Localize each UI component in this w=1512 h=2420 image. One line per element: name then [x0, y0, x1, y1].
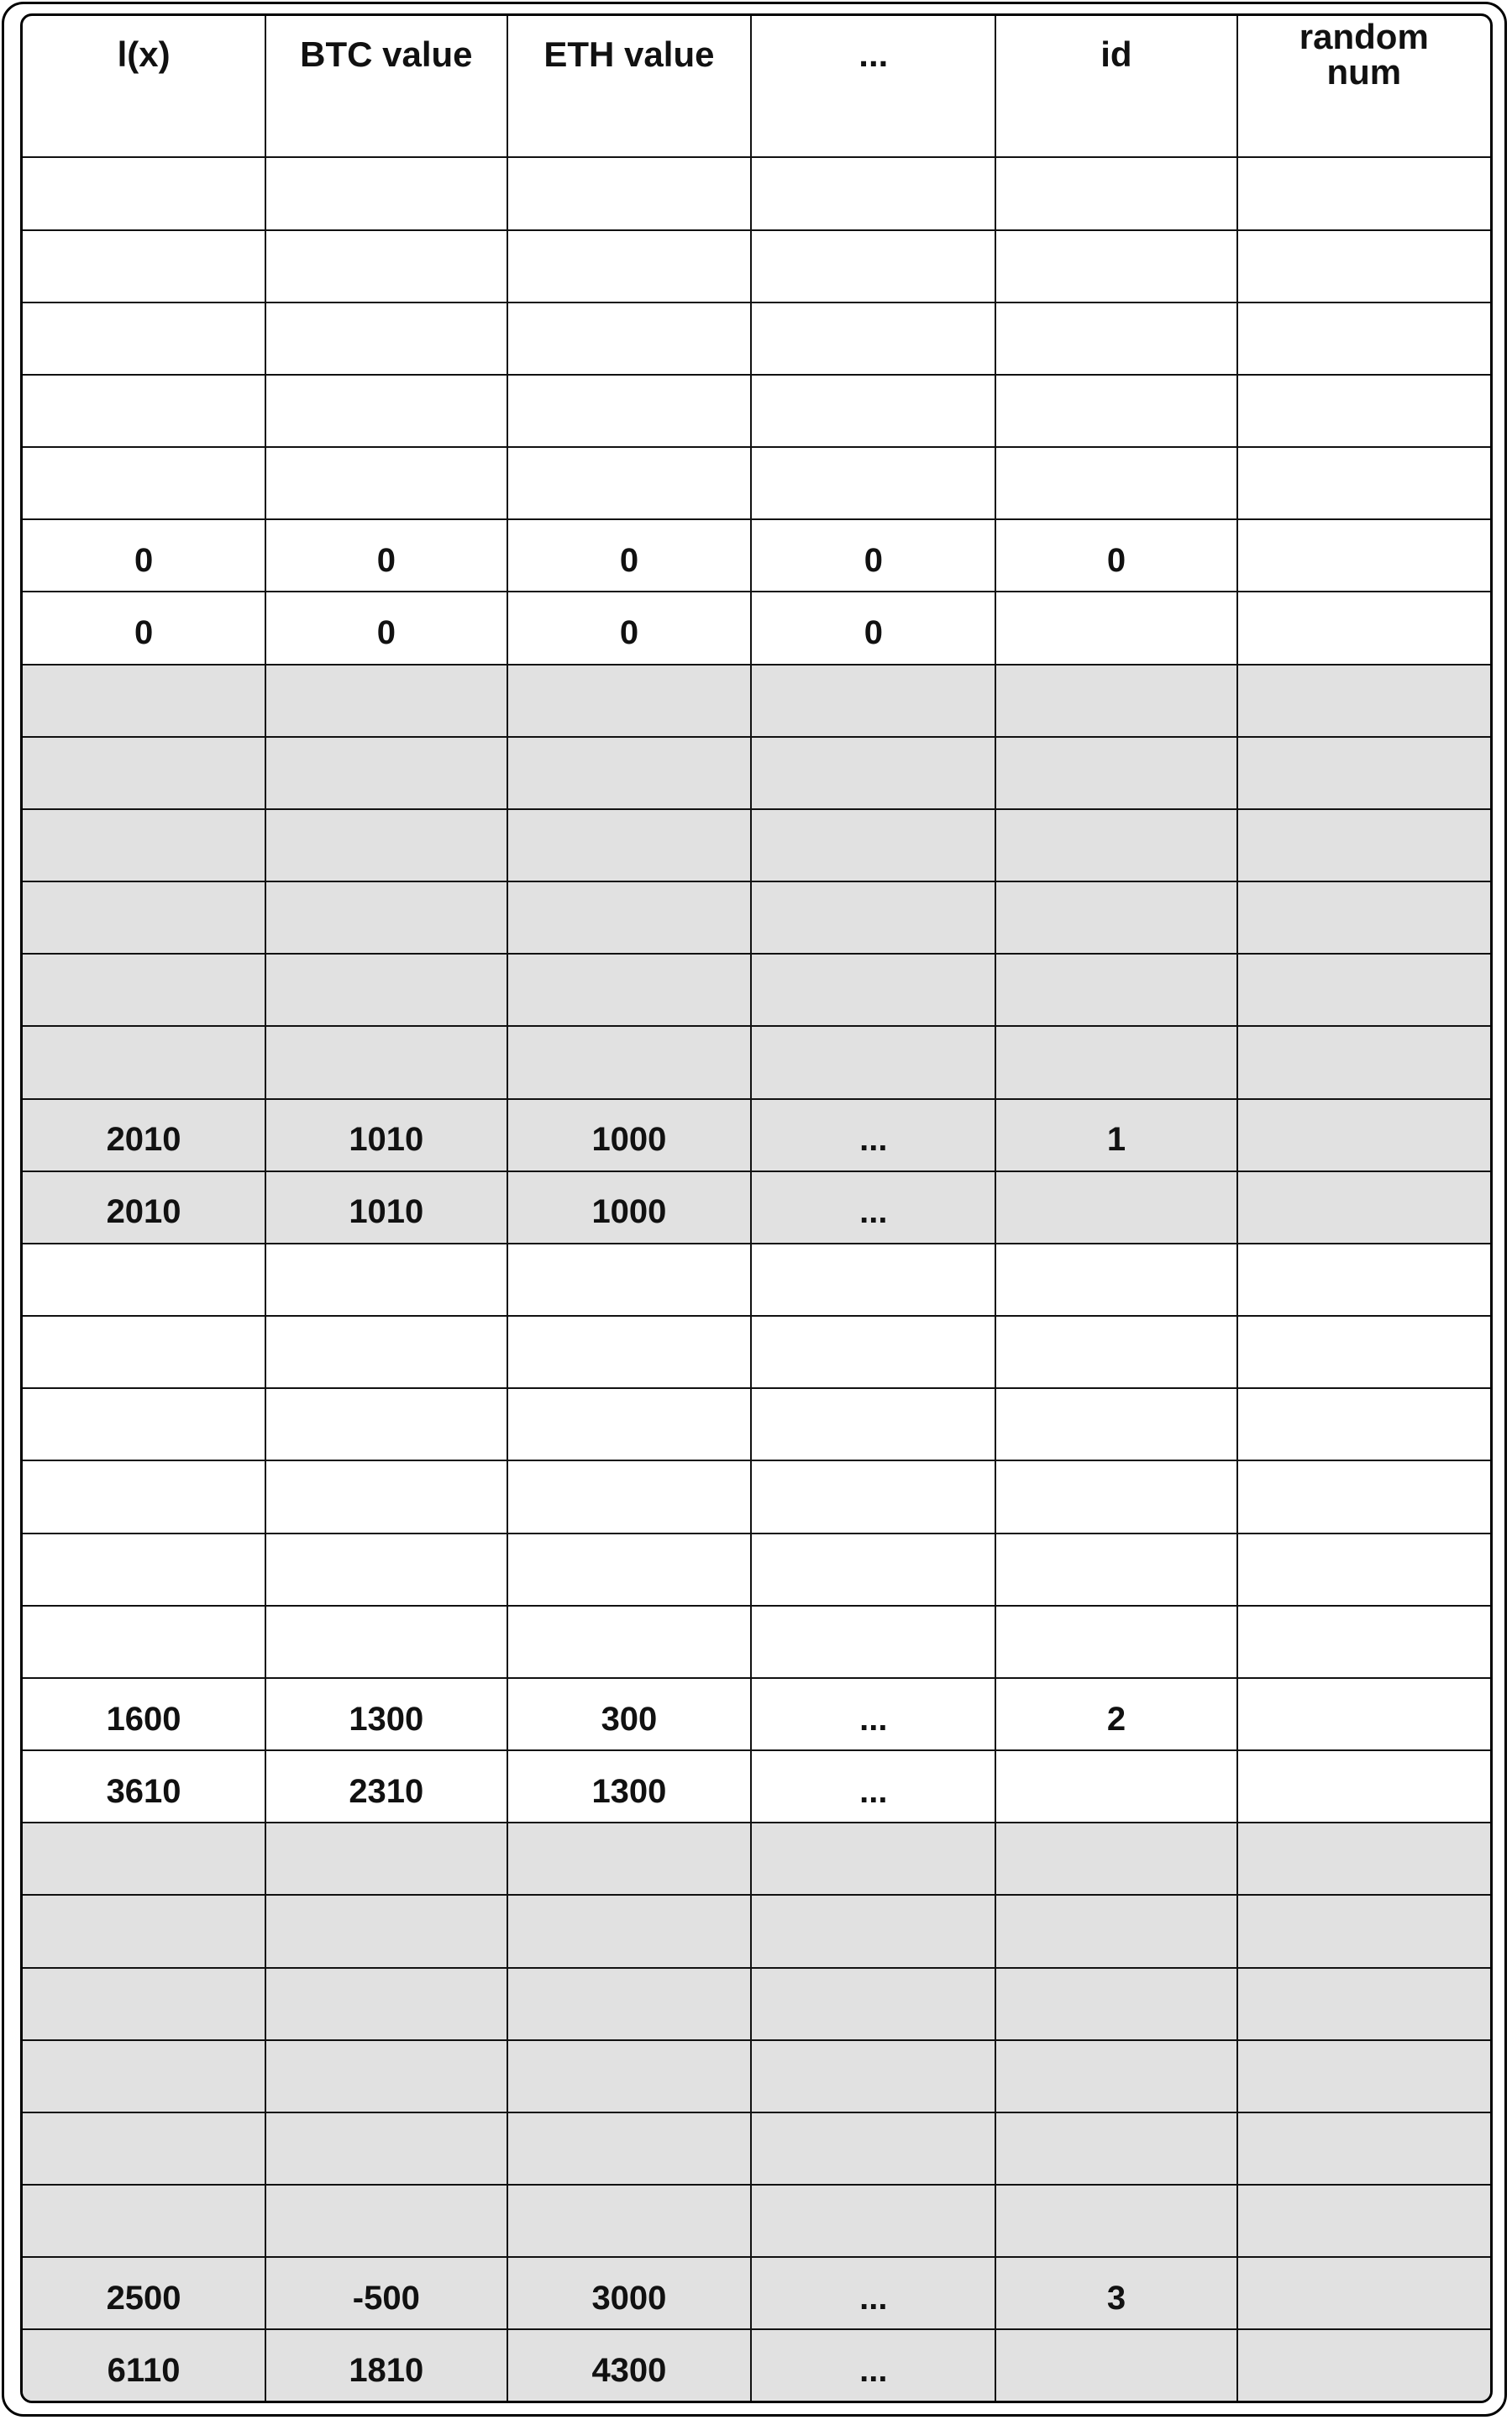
table-row: [23, 1388, 1490, 1460]
cell-eth-value: [507, 665, 752, 737]
cell-eth-value: [507, 447, 752, 519]
cell-id: [995, 87, 1236, 157]
cell-eth-value: [507, 230, 752, 302]
cell-random-num: [1237, 1099, 1490, 1171]
cell-btc-value: [265, 1678, 507, 1750]
cell-ellipsis: [751, 302, 995, 375]
cell-lx-value: 1600: [106, 1700, 181, 1738]
cell-lx: [23, 1895, 265, 1967]
cell-lx: [23, 1316, 265, 1388]
cell-btc-value: [265, 592, 507, 664]
cell-btc-value: [265, 230, 507, 302]
cell-id: [995, 592, 1236, 664]
table-row: [23, 1895, 1490, 1967]
column-header-lx: [23, 16, 265, 87]
cell-eth-value: [507, 1244, 752, 1316]
table-row: [23, 954, 1490, 1026]
cell-btc-value: [265, 1244, 507, 1316]
cell-lx: [23, 2040, 265, 2112]
cell-lx: [23, 2112, 265, 2185]
cell-id: [995, 1171, 1236, 1244]
cell-lx: [23, 2329, 265, 2401]
cell-ellipsis: [751, 1026, 995, 1098]
cell-id: [995, 737, 1236, 809]
cell-ellipsis: [751, 1388, 995, 1460]
cell-ellipsis: [751, 230, 995, 302]
cell-eth-value: [507, 954, 752, 1026]
data-table: [23, 16, 1490, 2401]
cell-lx: [23, 519, 265, 592]
cell-lx: [23, 1244, 265, 1316]
cell-lx: [23, 375, 265, 447]
cell-btc-value: [265, 87, 507, 157]
cell-ellipsis: [751, 157, 995, 229]
table-row: [23, 2185, 1490, 2257]
table-row: [23, 1534, 1490, 1606]
cell-lx: [23, 1460, 265, 1533]
cell-btc-value: [265, 2040, 507, 2112]
cell-id: [995, 2040, 1236, 2112]
cell-eth-value-value: 300: [601, 1700, 658, 1738]
cell-lx: [23, 1968, 265, 2040]
cell-eth-value: [507, 87, 752, 157]
cell-eth-value: [507, 519, 752, 592]
cell-lx-value: 3610: [106, 1772, 181, 1810]
cell-random-num: [1237, 157, 1490, 229]
cell-ellipsis: [751, 954, 995, 1026]
cell-btc-value: [265, 157, 507, 229]
column-header-random-num: [1237, 16, 1490, 87]
cell-random-num: [1237, 1171, 1490, 1244]
cell-random-num: [1237, 1968, 1490, 2040]
cell-ellipsis-value: ...: [859, 1121, 888, 1159]
cell-btc-value: [265, 1316, 507, 1388]
cell-eth-value: [507, 1026, 752, 1098]
data-table-sheet: [20, 13, 1493, 2403]
cell-eth-value: [507, 1534, 752, 1606]
cell-btc-value: [265, 665, 507, 737]
cell-eth-value: [507, 592, 752, 664]
cell-ellipsis: [751, 881, 995, 954]
cell-btc-value: [265, 1606, 507, 1678]
cell-lx: [23, 665, 265, 737]
table-row: [23, 1316, 1490, 1388]
cell-eth-value: [507, 2329, 752, 2401]
table-row: [23, 2329, 1490, 2401]
table-row: [23, 157, 1490, 229]
cell-lx: [23, 1606, 265, 1678]
cell-random-num: [1237, 1244, 1490, 1316]
cell-lx: [23, 1823, 265, 1895]
cell-id: [995, 1099, 1236, 1171]
cell-btc-value-value: 2310: [349, 1772, 424, 1810]
cell-id: [995, 1968, 1236, 2040]
cell-btc-value: [265, 302, 507, 375]
cell-eth-value: [507, 1171, 752, 1244]
cell-lx: [23, 881, 265, 954]
cell-random-num: [1237, 2185, 1490, 2257]
cell-btc-value: [265, 1388, 507, 1460]
cell-eth-value: [507, 1460, 752, 1533]
cell-btc-value-value: 0: [376, 613, 396, 651]
cell-btc-value-value: 1810: [349, 2351, 424, 2389]
cell-random-num: [1237, 2112, 1490, 2185]
table-row: [23, 1823, 1490, 1895]
cell-id: [995, 1823, 1236, 1895]
cell-random-num: [1237, 1460, 1490, 1533]
table-row: [23, 1171, 1490, 1244]
cell-eth-value: [507, 1099, 752, 1171]
cell-eth-value: [507, 1606, 752, 1678]
cell-id: [995, 1026, 1236, 1098]
cell-lx: [23, 954, 265, 1026]
cell-id: [995, 1316, 1236, 1388]
column-header-id-label: id: [1100, 34, 1132, 74]
cell-lx: [23, 592, 265, 664]
cell-lx: [23, 447, 265, 519]
cell-eth-value: [507, 737, 752, 809]
cell-random-num: [1237, 809, 1490, 881]
cell-id-value: 2: [1106, 1700, 1126, 1738]
cell-btc-value: [265, 954, 507, 1026]
cell-eth-value: [507, 1750, 752, 1823]
cell-random-num: [1237, 1606, 1490, 1678]
header-row: [23, 16, 1490, 87]
cell-eth-value: [507, 2185, 752, 2257]
cell-lx: [23, 1099, 265, 1171]
cell-lx-value: 2010: [106, 1193, 181, 1231]
cell-eth-value: [507, 1823, 752, 1895]
cell-eth-value: [507, 2257, 752, 2329]
cell-lx: [23, 87, 265, 157]
cell-lx: [23, 2185, 265, 2257]
column-header-ellipsis: [751, 16, 995, 87]
cell-lx: [23, 1534, 265, 1606]
cell-ellipsis: [751, 665, 995, 737]
cell-ellipsis: [751, 1750, 995, 1823]
cell-random-num: [1237, 1750, 1490, 1823]
cell-random-num: [1237, 1678, 1490, 1750]
cell-btc-value-value: 0: [376, 541, 396, 579]
cell-eth-value: [507, 2040, 752, 2112]
cell-btc-value: [265, 1171, 507, 1244]
cell-lx: [23, 809, 265, 881]
table-row: [23, 665, 1490, 737]
cell-random-num: [1237, 881, 1490, 954]
cell-eth-value: [507, 1678, 752, 1750]
cell-eth-value: [507, 1316, 752, 1388]
column-header-lx-label: l(x): [117, 34, 171, 74]
column-header-btc-value: [265, 16, 507, 87]
table-row: [23, 1026, 1490, 1098]
cell-id: [995, 809, 1236, 881]
table-row: [23, 230, 1490, 302]
cell-ellipsis: [751, 1895, 995, 1967]
table-body: [23, 87, 1490, 2401]
cell-btc-value: [265, 447, 507, 519]
cell-lx-value: 0: [134, 613, 154, 651]
cell-btc-value: [265, 2257, 507, 2329]
table-row: [23, 1678, 1490, 1750]
cell-eth-value: [507, 1895, 752, 1967]
cell-id: [995, 519, 1236, 592]
table-row: [23, 1099, 1490, 1171]
cell-btc-value: [265, 2329, 507, 2401]
table-row: [23, 1968, 1490, 2040]
cell-random-num: [1237, 665, 1490, 737]
cell-lx: [23, 1678, 265, 1750]
cell-ellipsis: [751, 87, 995, 157]
cell-ellipsis: [751, 2185, 995, 2257]
table-row: [23, 375, 1490, 447]
cell-eth-value-value: 3000: [591, 2279, 667, 2317]
cell-random-num: [1237, 447, 1490, 519]
cell-btc-value: [265, 1968, 507, 2040]
cell-id: [995, 1534, 1236, 1606]
cell-eth-value: [507, 881, 752, 954]
table-row: [23, 2112, 1490, 2185]
cell-random-num: [1237, 1316, 1490, 1388]
cell-id: [995, 375, 1236, 447]
cell-ellipsis: [751, 447, 995, 519]
cell-id: [995, 1678, 1236, 1750]
cell-id-value: 3: [1106, 2279, 1126, 2317]
table-row: [23, 302, 1490, 375]
cell-lx: [23, 157, 265, 229]
cell-ellipsis: [751, 1316, 995, 1388]
table-row: [23, 519, 1490, 592]
table-row: [23, 87, 1490, 157]
cell-eth-value: [507, 302, 752, 375]
column-header-eth-value: [507, 16, 752, 87]
cell-id: [995, 447, 1236, 519]
cell-btc-value: [265, 1823, 507, 1895]
cell-random-num: [1237, 87, 1490, 157]
cell-eth-value: [507, 375, 752, 447]
cell-btc-value-value: -500: [352, 2279, 420, 2317]
cell-btc-value: [265, 1460, 507, 1533]
cell-ellipsis: [751, 1534, 995, 1606]
table-row: [23, 447, 1490, 519]
cell-id-value: 1: [1106, 1121, 1126, 1159]
cell-id: [995, 2329, 1236, 2401]
cell-random-num: [1237, 1388, 1490, 1460]
cell-random-num: [1237, 1895, 1490, 1967]
cell-eth-value-value: 0: [619, 613, 639, 651]
table-row: [23, 809, 1490, 881]
cell-ellipsis-value: ...: [859, 2351, 888, 2389]
cell-btc-value-value: 1010: [349, 1121, 424, 1159]
cell-id: [995, 1388, 1236, 1460]
cell-id: [995, 1244, 1236, 1316]
cell-ellipsis-value: ...: [859, 1772, 888, 1810]
table-row: [23, 1460, 1490, 1533]
cell-ellipsis: [751, 1968, 995, 2040]
cell-random-num: [1237, 2257, 1490, 2329]
cell-ellipsis-value: ...: [859, 2279, 888, 2317]
cell-ellipsis: [751, 2329, 995, 2401]
cell-ellipsis: [751, 1678, 995, 1750]
cell-random-num: [1237, 954, 1490, 1026]
table-row: [23, 2257, 1490, 2329]
cell-id: [995, 157, 1236, 229]
cell-ellipsis-value: 0: [864, 613, 883, 651]
cell-lx: [23, 230, 265, 302]
table-row: [23, 881, 1490, 954]
cell-btc-value: [265, 1750, 507, 1823]
cell-lx-value: 0: [134, 541, 154, 579]
cell-id-value: 0: [1106, 541, 1126, 579]
cell-id: [995, 2112, 1236, 2185]
cell-ellipsis: [751, 1244, 995, 1316]
cell-lx: [23, 302, 265, 375]
cell-random-num: [1237, 302, 1490, 375]
cell-ellipsis: [751, 519, 995, 592]
cell-lx: [23, 1388, 265, 1460]
cell-eth-value-value: 4300: [591, 2351, 667, 2389]
cell-lx-value: 2010: [106, 1121, 181, 1159]
cell-ellipsis-value: ...: [859, 1193, 888, 1231]
cell-ellipsis-value: 0: [864, 541, 883, 579]
cell-btc-value: [265, 1099, 507, 1171]
cell-lx-value: 2500: [106, 2279, 181, 2317]
cell-id: [995, 954, 1236, 1026]
cell-eth-value: [507, 809, 752, 881]
cell-random-num: [1237, 2040, 1490, 2112]
column-header-random-num-label: random num: [1299, 17, 1429, 87]
cell-ellipsis: [751, 737, 995, 809]
cell-btc-value: [265, 1026, 507, 1098]
cell-random-num: [1237, 1823, 1490, 1895]
cell-lx: [23, 737, 265, 809]
cell-eth-value-value: 0: [619, 541, 639, 579]
cell-btc-value: [265, 881, 507, 954]
cell-btc-value: [265, 2112, 507, 2185]
cell-id: [995, 665, 1236, 737]
cell-ellipsis: [751, 1606, 995, 1678]
cell-ellipsis: [751, 809, 995, 881]
column-header-eth-value-label: ETH value: [543, 34, 715, 74]
column-header-id: [995, 16, 1236, 87]
cell-btc-value-value: 1010: [349, 1193, 424, 1231]
table-row: [23, 737, 1490, 809]
cell-id: [995, 2185, 1236, 2257]
cell-ellipsis: [751, 592, 995, 664]
cell-eth-value: [507, 1388, 752, 1460]
cell-ellipsis: [751, 375, 995, 447]
cell-btc-value: [265, 375, 507, 447]
cell-id: [995, 1606, 1236, 1678]
cell-lx: [23, 2257, 265, 2329]
cell-eth-value: [507, 157, 752, 229]
table-row: [23, 1750, 1490, 1823]
cell-lx: [23, 1750, 265, 1823]
cell-random-num: [1237, 1534, 1490, 1606]
cell-id: [995, 2257, 1236, 2329]
cell-ellipsis: [751, 2112, 995, 2185]
cell-btc-value-value: 1300: [349, 1700, 424, 1738]
cell-lx: [23, 1171, 265, 1244]
cell-id: [995, 302, 1236, 375]
cell-id: [995, 1895, 1236, 1967]
cell-lx-value: 6110: [107, 2351, 181, 2389]
table-row: [23, 592, 1490, 664]
cell-id: [995, 881, 1236, 954]
cell-ellipsis: [751, 1823, 995, 1895]
cell-eth-value: [507, 1968, 752, 2040]
cell-btc-value: [265, 519, 507, 592]
cell-ellipsis-value: ...: [859, 1700, 888, 1738]
cell-ellipsis: [751, 1460, 995, 1533]
cell-random-num: [1237, 375, 1490, 447]
table-row: [23, 1606, 1490, 1678]
cell-ellipsis: [751, 2040, 995, 2112]
cell-btc-value: [265, 809, 507, 881]
cell-id: [995, 1750, 1236, 1823]
cell-eth-value-value: 1300: [591, 1772, 667, 1810]
cell-eth-value-value: 1000: [591, 1121, 667, 1159]
cell-lx: [23, 1026, 265, 1098]
cell-ellipsis: [751, 1099, 995, 1171]
cell-random-num: [1237, 737, 1490, 809]
cell-random-num: [1237, 519, 1490, 592]
cell-ellipsis: [751, 2257, 995, 2329]
cell-btc-value: [265, 737, 507, 809]
cell-ellipsis: [751, 1171, 995, 1244]
cell-eth-value-value: 1000: [591, 1193, 667, 1231]
cell-id: [995, 230, 1236, 302]
cell-eth-value: [507, 2112, 752, 2185]
cell-btc-value: [265, 2185, 507, 2257]
cell-random-num: [1237, 230, 1490, 302]
cell-random-num: [1237, 592, 1490, 664]
column-header-btc-value-label: BTC value: [300, 34, 473, 74]
cell-btc-value: [265, 1534, 507, 1606]
cell-random-num: [1237, 2329, 1490, 2401]
cell-btc-value: [265, 1895, 507, 1967]
table-row: [23, 2040, 1490, 2112]
column-header-ellipsis-label: ...: [858, 34, 889, 74]
table-row: [23, 1244, 1490, 1316]
cell-random-num: [1237, 1026, 1490, 1098]
cell-id: [995, 1460, 1236, 1533]
